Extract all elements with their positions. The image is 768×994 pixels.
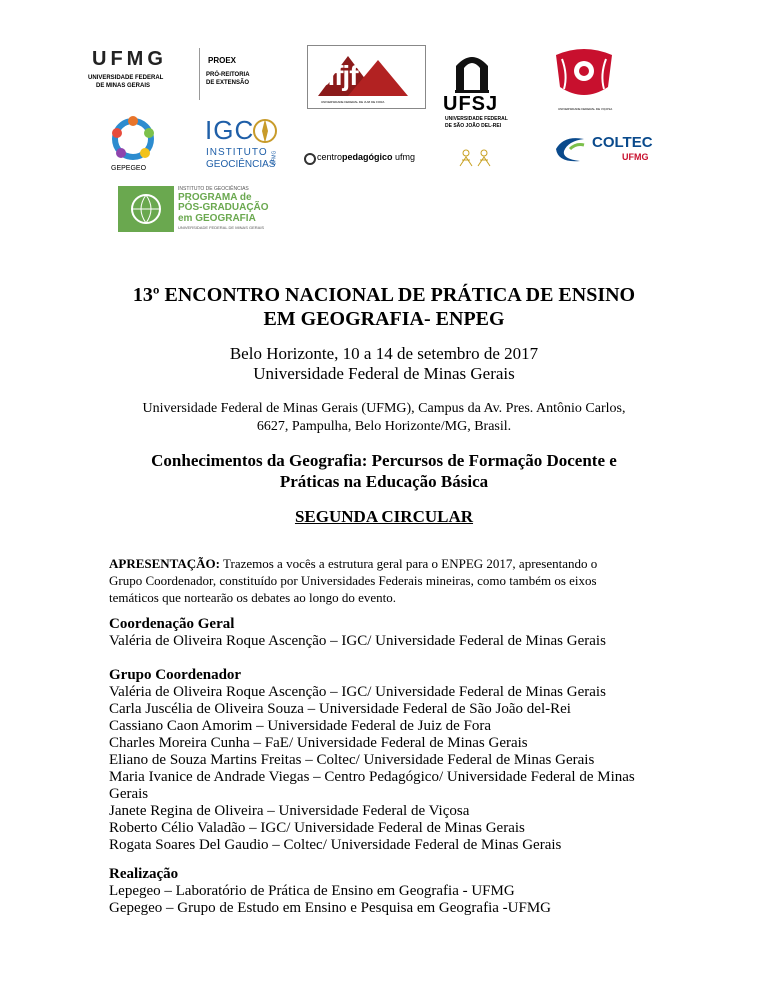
event-line-1: Belo Horizonte, 10 a 14 de setembro de 2017: [229, 344, 539, 363]
list-item: Charles Moreira Cunha – FaE/ Universidade Federal de Minas Gerais: [109, 735, 528, 751]
list-item: Eliano de Souza Martins Freitas – Coltec/ Universidade Federal de Minas Gerais: [109, 752, 595, 768]
ufsj-figures-logo: [456, 148, 496, 168]
cp-label-b: pedagógico: [342, 152, 393, 162]
gepegeo-circle-icon: [103, 113, 163, 165]
address-line-2: 6627, Pampulha, Belo Horizonte/MG, Brasil.: [256, 419, 512, 434]
ufjf-mark: ufjf: [318, 60, 358, 91]
cp-label-c: ufmg: [392, 152, 416, 162]
grupo-coordenador-section: [109, 667, 669, 854]
ufsj-line2: DE SÃO JOÃO DEL-REI: [445, 123, 502, 129]
igc-line2: GEOCIÊNCIAS: [206, 159, 276, 170]
people-icon: [456, 148, 496, 168]
ppg-line5: UNIVERSIDADE FEDERAL DE MINAS GERAIS: [178, 225, 265, 230]
cp-swirl-icon: [303, 152, 317, 166]
title-line-2: EM GEOGRAFIA- ENPEG: [263, 308, 505, 330]
event-line-2: Universidade Federal de Minas Gerais: [253, 364, 515, 383]
gepegeo-label: GEPEGEO: [111, 165, 147, 172]
title-line-1: 13º ENCONTRO NACIONAL DE PRÁTICA DE ENSINO: [132, 284, 636, 306]
list-item: Lepegeo – Laboratório de Prática de Ensino em Geografia - UFMG: [109, 883, 515, 899]
coltec-sub: UFMG: [622, 152, 649, 162]
list-item: Roberto Célio Valadão – IGC/ Universidade Federal de Minas Gerais: [109, 820, 525, 836]
igc-line1: INSTITUTO: [206, 147, 268, 158]
theme-line-1: Conhecimentos da Geografia: Percursos de Formação Docente e: [151, 451, 617, 470]
ufmg-mark: UFMG: [92, 48, 167, 70]
list-item: Valéria de Oliveira Roque Ascenção – IGC/ Universidade Federal de Minas Gerais: [109, 684, 606, 700]
ppg-line2: PROGRAMA de: [178, 192, 252, 203]
cp-label: [317, 152, 415, 162]
ppg-green-block: [118, 186, 174, 232]
proex-line1: PRÓ-REITORIA: [206, 72, 250, 78]
list-item: Janete Regina de Oliveira – Universidade Federal de Viçosa: [109, 803, 470, 819]
proex-line2: DE EXTENSÃO: [206, 80, 250, 86]
list-item: Carla Juscélia de Oliveira Souza – Universidade Federal de São João del-Rei: [109, 701, 571, 717]
address-line-1: Universidade Federal de Minas Gerais (UFMG), Campus da Av. Pres. Antônio Carlos,: [142, 401, 626, 416]
coltec-logo: [550, 133, 660, 165]
vicosa-caption: UNIVERSIDADE FEDERAL DE VIÇOSA: [558, 107, 613, 111]
proex-logo: [199, 48, 256, 100]
ppg-line1: INSTITUTO DE GEOCIÊNCIAS: [178, 186, 249, 192]
circular-heading: SEGUNDA CIRCULAR: [294, 507, 474, 526]
coordenacao-geral-heading: Coordenação Geral: [109, 616, 235, 632]
vicosa-logo: [548, 45, 620, 115]
realizacao-section: [109, 866, 669, 917]
coltec-swoosh-icon: [550, 133, 590, 165]
ppg-line4: em GEOGRAFIA: [178, 213, 256, 224]
list-item: Gerais: [109, 786, 149, 802]
presentation-line-1: Trazemos a vocês a estrutura geral para o ENPEG 2017, apresentando o: [220, 556, 598, 571]
ufsj-line1: UNIVERSIDADE FEDERAL: [445, 116, 508, 122]
realizacao-heading: Realização: [109, 866, 179, 882]
ufsj-logo: [443, 46, 517, 132]
list-item: Valéria de Oliveira Roque Ascenção – IGC/ Universidade Federal de Minas Gerais: [109, 633, 606, 649]
theme-line-2: Práticas na Educação Básica: [279, 472, 489, 491]
ppg-globe-icon: [118, 186, 174, 232]
ufsj-emblem-icon: [443, 46, 517, 94]
presentation-line-3: temáticos que nortearão os debates ao longo do evento.: [109, 590, 396, 605]
cp-label-a: centro: [317, 152, 343, 162]
ufmg-line2: DE MINAS GERAIS: [96, 83, 151, 89]
igc-side: UFMG: [271, 150, 278, 166]
ufjf-logo: [307, 45, 426, 109]
presentation-label: APRESENTAÇÃO:: [109, 556, 220, 571]
ppg-geografia-logo: [118, 186, 269, 232]
coltec-mark: COLTEC: [592, 134, 653, 151]
centro-pedagogico-logo: [303, 150, 423, 168]
grupo-coordenador-heading: Grupo Coordenador: [109, 667, 242, 683]
ufjf-sub: UNIVERSIDADE FEDERAL DE JUIZ DE FORA: [321, 100, 385, 104]
ufmg-line1: UNIVERSIDADE FEDERAL: [88, 75, 164, 81]
gepegeo-logo: [103, 113, 163, 178]
coordenacao-geral-section: [109, 616, 669, 650]
igc-mark: IGC: [205, 115, 255, 145]
ppg-line3: PÓS-GRADUAÇÃO: [178, 202, 269, 213]
list-item: Rogata Soares Del Gaudio – Coltec/ Universidade Federal de Minas Gerais: [109, 837, 562, 853]
list-item: Gepegeo – Grupo de Estudo em Ensino e Pesquisa em Geografia -UFMG: [109, 900, 551, 916]
ufsj-mark: UFSJ: [443, 93, 499, 115]
compass-icon: [251, 117, 279, 145]
presentation-line-2: Grupo Coordenador, constituído por Universidades Federais mineiras, como também os eixos: [109, 573, 597, 588]
list-item: Maria Ivanice de Andrade Viegas – Centro Pedagógico/ Universidade Federal de Minas: [109, 769, 635, 785]
vicosa-crest-icon: [548, 45, 620, 105]
ufmg-logo: [88, 48, 198, 98]
list-item: Cassiano Caon Amorim – Universidade Federal de Juiz de Fora: [109, 718, 492, 734]
igc-logo: [203, 115, 281, 175]
presentation: [109, 555, 669, 606]
proex-title: PROEX: [208, 56, 237, 65]
